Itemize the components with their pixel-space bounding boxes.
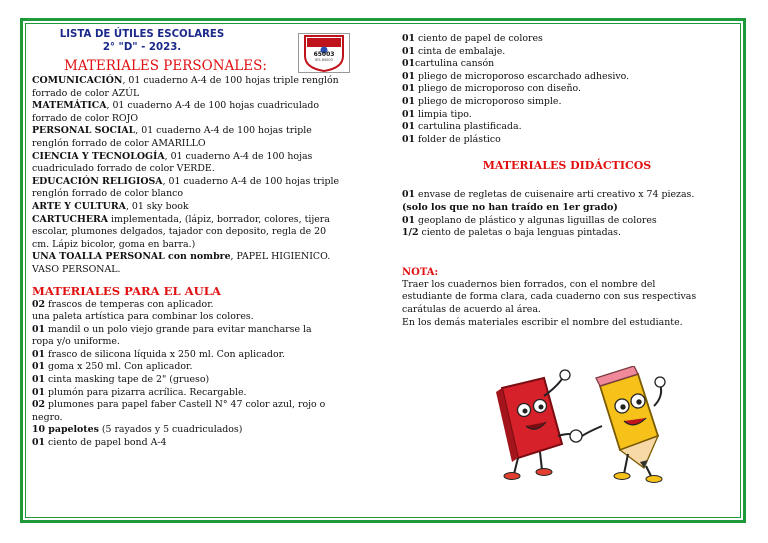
right-column bbox=[402, 33, 732, 329]
personal-item bbox=[32, 264, 382, 277]
personal-item-text: escolar, plumones delgados, tajador con deposito, regla de 20 bbox=[32, 226, 327, 238]
right-materials-list bbox=[402, 33, 732, 146]
nota-line: carátulas de acuerdo al área. bbox=[402, 303, 541, 315]
aula-item-bold: 01 bbox=[32, 374, 46, 386]
personal-item-bold: CIENCIA Y TECNOLOGÍA bbox=[32, 150, 165, 162]
aula-item-bold: 10 papelotes bbox=[32, 424, 99, 436]
personal-item-bold: CARTUCHERA bbox=[32, 213, 109, 225]
personal-item-text: forrado de color AZÚL bbox=[32, 87, 140, 99]
didactico-item-text: envase de regletas de cuisenaire arti creativo x 74 piezas. bbox=[415, 189, 695, 201]
personal-list bbox=[32, 75, 382, 277]
personal-item-text: renglón forrado de color blanco bbox=[32, 188, 184, 200]
personal-item-text: , PAPEL HIGIENICO. bbox=[230, 251, 331, 263]
aula-item-text: plumón para pizarra acrílica. Recargable. bbox=[45, 386, 247, 398]
didactico-item-bold: 01 bbox=[402, 214, 416, 226]
material-item-text: cartulina plastificada. bbox=[415, 121, 522, 133]
material-item-bold: 01 bbox=[402, 95, 416, 107]
aula-item-bold: 02 bbox=[32, 399, 46, 411]
material-item bbox=[402, 109, 732, 122]
aula-item-text: una paleta artística para combinar los colores. bbox=[32, 311, 254, 323]
material-item bbox=[402, 58, 732, 71]
material-item-bold: 01 bbox=[402, 133, 416, 145]
aula-item-text: frasco de silicona líquida x 250 ml. Con aplicador. bbox=[45, 348, 286, 360]
document-title: LISTA DE ÚTILES ESCOLARES bbox=[59, 29, 225, 40]
nota-line: estudiante de forma clara, cada cuaderno con sus respectivas bbox=[402, 291, 697, 303]
didactico-item-bold: (solo los que no han traído en 1er grado) bbox=[402, 201, 618, 213]
material-item-text: folder de plástico bbox=[415, 133, 501, 145]
material-item bbox=[402, 83, 732, 96]
aula-item-text: cinta masking tape de 2" (grueso) bbox=[45, 374, 210, 386]
material-item-text: cinta de embalaje. bbox=[415, 45, 506, 57]
material-item-text: pliego de microporoso escarchado adhesivo. bbox=[415, 70, 630, 82]
crest-caption: IES 65003 bbox=[315, 58, 333, 62]
aula-item bbox=[32, 374, 382, 387]
material-item-bold: 01 bbox=[402, 121, 416, 133]
aula-item bbox=[32, 336, 382, 349]
aula-item bbox=[32, 299, 382, 312]
aula-item-bold: 01 bbox=[32, 323, 46, 335]
aula-item-text: (5 rayados y 5 cuadriculados) bbox=[98, 424, 243, 436]
personal-item-bold: PERSONAL SOCIAL bbox=[32, 125, 136, 137]
aula-item bbox=[32, 412, 382, 425]
material-item bbox=[402, 121, 732, 134]
personal-item bbox=[32, 214, 382, 227]
nota-line: Traer los cuadernos bien forrados, con el nombre del bbox=[402, 278, 656, 290]
personal-item-text: cm. Lápiz bicolor, goma en barra.) bbox=[32, 238, 196, 250]
book-and-pencil-illustration-icon bbox=[488, 366, 668, 484]
personal-item-text: renglón forrado de color AMARILLO bbox=[32, 137, 206, 149]
aula-item bbox=[32, 324, 382, 337]
aula-heading: MATERIALES PARA EL AULA bbox=[32, 283, 221, 298]
personal-heading: MATERIALES PERSONALES: bbox=[64, 58, 267, 74]
nota-heading: NOTA: bbox=[402, 266, 439, 278]
nota-line: En los demás materiales escribir el nombre del estudiante. bbox=[402, 316, 683, 328]
personal-item-text: , 01 cuaderno A-4 de 100 hojas triple renglón bbox=[122, 75, 339, 86]
aula-item bbox=[32, 424, 382, 437]
school-crest-icon bbox=[298, 33, 350, 73]
aula-item-text: goma x 250 ml. Con aplicador. bbox=[45, 361, 193, 373]
aula-item bbox=[32, 349, 382, 362]
aula-item-text: ropa y/o uniforme. bbox=[32, 336, 120, 348]
material-item-text: ciento de papel de colores bbox=[415, 33, 543, 44]
aula-item-text: mandil o un polo viejo grande para evitar mancharse la bbox=[45, 323, 312, 335]
didacticos-list bbox=[402, 189, 732, 239]
material-item-bold: 01 bbox=[402, 58, 416, 70]
material-item-text: cartulina cansón bbox=[415, 58, 495, 70]
aula-item-bold: 01 bbox=[32, 386, 46, 398]
aula-item-bold: 01 bbox=[32, 348, 46, 360]
personal-item-bold: EDUCACIÓN RELIGIOSA bbox=[32, 175, 163, 187]
aula-item bbox=[32, 387, 382, 400]
aula-item bbox=[32, 311, 382, 324]
personal-item-text: , 01 cuaderno A-4 de 100 hojas bbox=[164, 150, 313, 162]
didactico-item bbox=[402, 215, 732, 228]
personal-item bbox=[32, 163, 382, 176]
didactico-item-bold: 01 bbox=[402, 189, 416, 201]
personal-item-text: cuadriculado forrado de color VERDE. bbox=[32, 163, 215, 175]
material-item-text: pliego de microporoso simple. bbox=[415, 95, 562, 107]
didactico-item-text: ciento de paletas o baja lenguas pintadas. bbox=[418, 227, 621, 239]
personal-item bbox=[32, 100, 382, 113]
personal-item-text: VASO PERSONAL. bbox=[32, 263, 121, 275]
aula-item bbox=[32, 361, 382, 374]
personal-item-text: implementada, (lápiz, borrador, colores, tijera bbox=[108, 213, 330, 225]
material-item-bold: 01 bbox=[402, 70, 416, 82]
aula-item-text: plumones para papel faber Castell N° 47 color azul, rojo o bbox=[45, 399, 326, 411]
didactico-item-bold: 1/2 bbox=[402, 227, 419, 239]
aula-item-text: ciento de papel bond A-4 bbox=[45, 437, 167, 449]
personal-item bbox=[32, 88, 382, 101]
aula-item-bold: 01 bbox=[32, 361, 46, 373]
personal-item-bold: ARTE Y CULTURA bbox=[32, 200, 126, 212]
personal-item-bold: COMUNICACIÓN bbox=[32, 75, 123, 86]
personal-item bbox=[32, 113, 382, 126]
personal-item bbox=[32, 138, 382, 151]
personal-item-text: , 01 sky book bbox=[125, 200, 189, 212]
personal-item-text: , 01 cuaderno A-4 de 100 hojas triple bbox=[162, 175, 340, 187]
material-item-bold: 01 bbox=[402, 108, 416, 120]
aula-item-bold: 01 bbox=[32, 437, 46, 449]
material-item-bold: 01 bbox=[402, 45, 416, 57]
material-item-bold: 01 bbox=[402, 83, 416, 95]
crest-number: 65003 bbox=[313, 51, 335, 58]
personal-item bbox=[32, 201, 382, 214]
personal-item bbox=[32, 251, 382, 264]
didactico-item bbox=[402, 227, 732, 240]
personal-item bbox=[32, 239, 382, 252]
material-item bbox=[402, 134, 732, 147]
material-item bbox=[402, 96, 732, 109]
aula-item-bold: 02 bbox=[32, 298, 46, 310]
didacticos-heading: MATERIALES DIDÁCTICOS bbox=[482, 159, 652, 173]
nota-text bbox=[402, 279, 732, 329]
personal-item-text: , 01 cuaderno A-4 de 100 hojas triple bbox=[135, 125, 312, 137]
personal-item bbox=[32, 151, 382, 164]
material-item-text: pliego de microporoso con diseño. bbox=[415, 83, 581, 95]
personal-item bbox=[32, 75, 382, 88]
personal-item bbox=[32, 226, 382, 239]
personal-item-bold: MATEMÁTICA bbox=[32, 100, 107, 112]
didactico-item bbox=[402, 202, 732, 215]
aula-item-text: negro. bbox=[32, 411, 63, 423]
material-item bbox=[402, 46, 732, 59]
aula-item bbox=[32, 437, 382, 450]
material-item-text: limpia tipo. bbox=[415, 108, 472, 120]
aula-item-text: frascos de temperas con aplicador. bbox=[45, 298, 214, 310]
personal-item-text: , 01 cuaderno A-4 de 100 hojas cuadriculado bbox=[106, 100, 320, 112]
material-item bbox=[402, 71, 732, 84]
personal-item bbox=[32, 125, 382, 138]
personal-item bbox=[32, 188, 382, 201]
grade-label: 2° "D" - 2023. bbox=[102, 42, 182, 53]
aula-list bbox=[32, 299, 382, 450]
didactico-item bbox=[402, 189, 732, 202]
aula-item bbox=[32, 399, 382, 412]
personal-item-text: forrado de color ROJO bbox=[32, 112, 139, 124]
personal-item-bold: UNA TOALLA PERSONAL con nombre bbox=[32, 251, 231, 263]
didactico-item-text: geoplano de plástico y algunas liguillas de colores bbox=[415, 214, 657, 226]
personal-item bbox=[32, 176, 382, 189]
material-item-bold: 01 bbox=[402, 33, 416, 44]
material-item bbox=[402, 33, 732, 46]
left-column bbox=[32, 28, 382, 450]
